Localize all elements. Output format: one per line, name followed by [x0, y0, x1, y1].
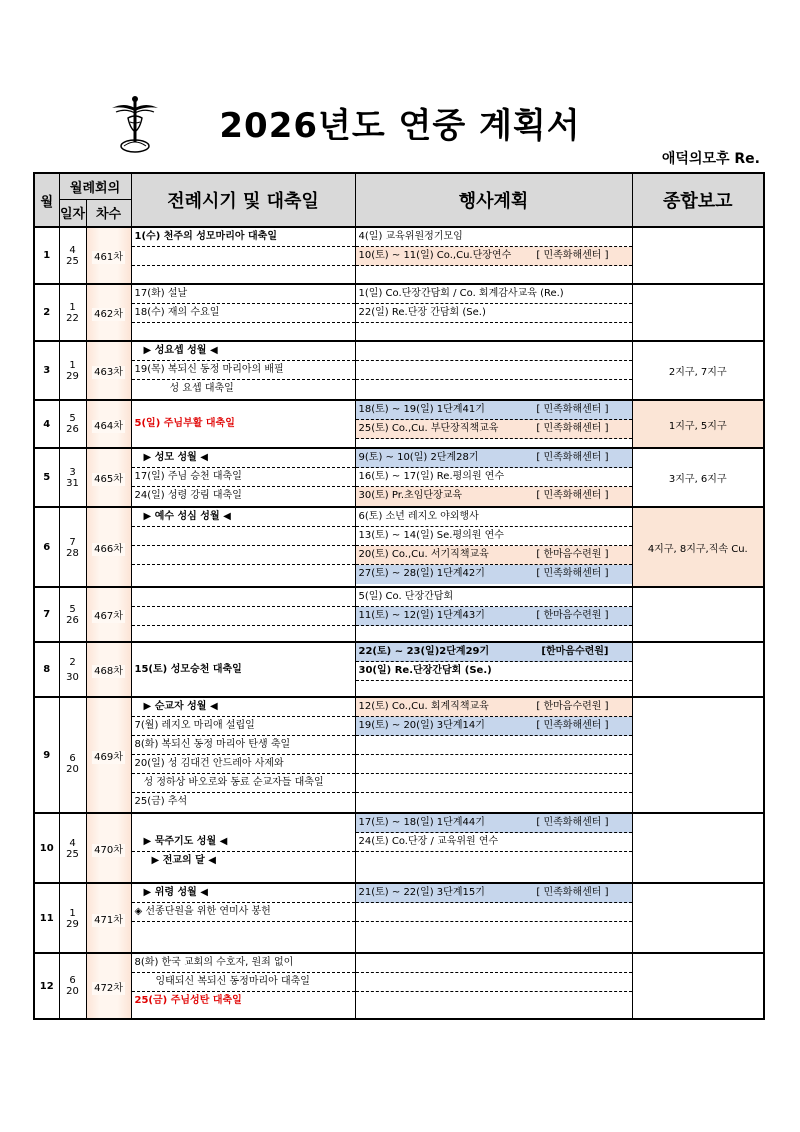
event-item: 11(토) ~ 12(일) 1단계43기	[358, 610, 485, 621]
meeting-day: 29	[66, 919, 79, 930]
event-item: 6(토) 소년 레지오 야외행사	[356, 508, 632, 527]
month-number: 10	[34, 813, 59, 883]
event-location: [ 민족화해센터 ]	[536, 568, 609, 579]
liturgy-item: 20(일) 성 김대건 안드레아 사제와	[132, 755, 355, 774]
event-item: 22(일) Re.단장 간담회 (Se.)	[356, 304, 632, 323]
event-item: 18(토) ~ 19(일) 1단계41기	[358, 404, 485, 415]
meeting-day: 1	[69, 359, 76, 371]
report-districts: 4지구, 8지구,직속 Cu.	[632, 507, 764, 587]
event-location: [ 민족화해센터 ]	[536, 817, 609, 828]
month-number: 4	[34, 400, 59, 448]
event-item	[356, 774, 632, 793]
event-item: 5(일) Co. 단장간담회	[356, 588, 632, 607]
session-number: 469차	[94, 751, 123, 763]
month-row	[34, 953, 764, 1019]
event-item	[356, 973, 632, 992]
liturgy-item: 19(목) 복되신 동정 마리아의 배필	[132, 361, 355, 380]
liturgy-item: 25(금) 추석	[134, 796, 188, 807]
report-districts	[632, 883, 764, 953]
liturgy-item: 8(화) 한국 교회의 수호자, 원죄 없이	[132, 954, 355, 973]
month-number: 9	[34, 697, 59, 813]
header-session: 차수	[86, 199, 131, 227]
event-item	[356, 793, 632, 812]
month-number: 2	[34, 284, 59, 341]
meeting-day: 25	[66, 849, 79, 860]
month-number: 8	[34, 642, 59, 697]
event-item	[356, 755, 632, 774]
meeting-day: 7	[69, 537, 76, 548]
meeting-day: 4	[69, 244, 76, 256]
report-districts	[632, 642, 764, 697]
liturgy-item: 25(금) 주님성탄 대축일	[134, 995, 242, 1006]
report-districts	[632, 697, 764, 813]
month-row	[34, 587, 764, 642]
liturgy-item: 5(일) 주님부활 대축일	[134, 418, 235, 429]
event-location: [ 한마음수련원 ]	[536, 610, 609, 621]
month-row	[34, 448, 764, 507]
month-row	[34, 284, 764, 341]
report-districts	[632, 227, 764, 284]
meeting-day: 2	[69, 656, 76, 668]
header-liturgy: 전례시기 및 대축일	[131, 173, 355, 227]
liturgy-item: 성 요셉 대축일	[169, 383, 234, 394]
session-number: 470차	[94, 844, 123, 856]
header-month: 월	[34, 173, 59, 227]
month-row	[34, 227, 764, 284]
report-districts	[632, 813, 764, 883]
liturgy-item: ▶ 전교의 달 ◀	[151, 855, 216, 866]
liturgy-item: ▶ 성요셉 성월 ◀	[132, 342, 355, 361]
liturgy-item: ▶ 위령 성월 ◀	[132, 884, 355, 903]
annual-plan-table	[33, 172, 765, 1020]
event-location: [ 민족화해센터 ]	[536, 250, 609, 261]
liturgy-item: 8(화) 복되신 동정 마리아 탄생 축일	[132, 736, 355, 755]
session-number: 472차	[94, 982, 123, 994]
month-number: 6	[34, 507, 59, 587]
liturgy-item: 7(월) 레지오 마리애 설립일	[132, 717, 355, 736]
report-districts: 3지구, 6지구	[632, 448, 764, 507]
liturgy-item: 성 정하상 바오로와 동료 순교자들 대축일	[132, 774, 355, 793]
event-item	[356, 852, 632, 871]
session-number: 461차	[94, 252, 123, 263]
event-location: [ 민족화해센터 ]	[536, 887, 609, 898]
session-number: 467차	[94, 611, 123, 622]
event-location: [ 민족화해센터 ]	[536, 404, 609, 415]
event-item: 30(일) Re.단장간담회 (Se.)	[356, 662, 632, 681]
header-meeting: 월례회의	[59, 173, 131, 199]
event-item: 12(토) Co.,Cu. 회계직책교육	[358, 701, 489, 712]
event-location: [한마음수련원]	[541, 646, 609, 657]
event-item	[356, 903, 632, 922]
meeting-day: 20	[66, 985, 79, 997]
meeting-day: 4	[69, 838, 76, 849]
month-number: 5	[34, 448, 59, 507]
liturgy-item: 17(일) 주님 승천 대축일	[132, 468, 355, 487]
organization-name: 애덕의모후 Re.	[661, 151, 760, 167]
liturgy-item: ▶ 예수 성심 성월 ◀	[132, 508, 355, 527]
event-item	[356, 992, 632, 1011]
header-report: 종합보고	[632, 173, 764, 227]
event-item	[356, 342, 632, 361]
event-item	[356, 954, 632, 973]
report-districts: 1지구, 5지구	[632, 400, 764, 448]
meeting-day: 29	[66, 370, 79, 382]
meeting-day: 26	[66, 424, 79, 435]
month-number: 3	[34, 341, 59, 400]
meeting-day: 5	[69, 603, 76, 615]
report-districts: 2지구, 7지구	[632, 341, 764, 400]
month-number: 7	[34, 587, 59, 642]
event-item: 30(토) Pr.초임단장교육	[358, 490, 463, 501]
report-districts	[632, 587, 764, 642]
month-row	[34, 507, 764, 587]
session-number: 462차	[94, 309, 123, 320]
event-item	[356, 361, 632, 380]
liturgy-item: 18(수) 재의 수요일	[132, 304, 355, 323]
month-row	[34, 813, 764, 883]
meeting-day: 6	[69, 974, 76, 986]
event-item: 21(토) ~ 22(일) 3단계15기	[358, 887, 485, 898]
month-number: 1	[34, 227, 59, 284]
liturgy-item: 잉태되신 복되신 동정마리아 대축일	[132, 973, 355, 992]
month-row	[34, 697, 764, 813]
event-item	[356, 736, 632, 755]
meeting-day: 28	[66, 548, 79, 559]
event-item: 16(토) ~ 17(일) Re.평의원 연수	[356, 468, 632, 487]
liturgy-item: ◈ 선종단원을 위한 연미사 봉헌	[132, 903, 355, 922]
event-item: 4(일) 교육위원정기모임	[356, 228, 632, 247]
meeting-day: 5	[69, 413, 76, 424]
event-item: 27(토) ~ 28(일) 1단계42기	[358, 568, 485, 579]
liturgy-item: 17(화) 설날	[132, 285, 355, 304]
meeting-day: 25	[66, 255, 79, 267]
liturgy-item: ▶ 순교자 성월 ◀	[132, 698, 355, 717]
meeting-day: 30	[66, 671, 79, 683]
session-number: 466차	[94, 543, 123, 555]
meeting-day: 26	[66, 614, 79, 626]
meeting-day: 22	[66, 312, 79, 324]
meeting-day: 31	[66, 477, 79, 489]
session-number: 463차	[94, 367, 123, 378]
event-item: 22(토) ~ 23(일)2단계29기	[358, 646, 490, 657]
event-item: 9(토) ~ 10(일) 2단계28기	[358, 452, 479, 463]
event-location: [ 한마음수련원 ]	[536, 701, 609, 712]
session-number: 471차	[94, 914, 123, 926]
month-number: 11	[34, 883, 59, 953]
meeting-day: 20	[66, 764, 79, 775]
liturgy-item	[132, 247, 355, 266]
liturgy-item: 24(일) 성령 강림 대축일	[134, 490, 242, 501]
report-districts	[632, 284, 764, 341]
header-events: 행사계획	[355, 173, 632, 227]
report-districts	[632, 953, 764, 1019]
liturgy-item: 1(수) 천주의 성모마리아 대축일	[132, 228, 355, 247]
session-number: 468차	[94, 666, 123, 677]
event-item: 20(토) Co.,Cu. 서기직책교육	[358, 549, 489, 560]
event-item: 19(토) ~ 20(일) 3단계14기	[358, 720, 485, 731]
event-item: 10(토) ~ 11(일) Co.,Cu.단장연수	[358, 250, 512, 261]
month-number: 12	[34, 953, 59, 1019]
event-location: [ 한마음수련원 ]	[536, 549, 609, 560]
event-item	[356, 922, 632, 941]
meeting-day: 1	[69, 908, 76, 919]
session-number: 465차	[94, 474, 123, 485]
event-item: 13(토) ~ 14(일) Se.평의원 연수	[356, 527, 632, 546]
event-item	[356, 380, 632, 399]
session-number: 464차	[94, 420, 123, 432]
header-day: 일자	[59, 199, 86, 227]
event-item: 1(일) Co.단장간담회 / Co. 회계감사교육 (Re.)	[356, 285, 632, 304]
page-title: 2026년도 연중 계획서	[219, 106, 581, 146]
liturgy-item: ▶ 묵주기도 성월 ◀	[132, 833, 355, 852]
month-row	[34, 341, 764, 400]
event-item: 25(토) Co.,Cu. 부단장직책교육	[358, 423, 499, 434]
meeting-day: 6	[69, 753, 76, 764]
liturgy-item: 15(토) 성모승천 대축일	[134, 664, 242, 675]
liturgy-item: ▶ 성모 성월 ◀	[132, 449, 355, 468]
month-row	[34, 642, 764, 697]
event-location: [ 민족화해센터 ]	[536, 452, 609, 463]
liturgy-item	[132, 607, 355, 626]
month-row	[34, 400, 764, 448]
meeting-day: 3	[69, 466, 76, 478]
event-location: [ 민족화해센터 ]	[536, 720, 609, 731]
event-location: [ 민족화해센터 ]	[536, 423, 609, 434]
event-item: 24(토) Co.단장 / 교육위원 연수	[356, 833, 632, 852]
event-location: [ 민족화해센터 ]	[536, 490, 609, 501]
event-item: 17(토) ~ 18(일) 1단계44기	[358, 817, 485, 828]
meeting-day: 1	[69, 301, 76, 313]
month-row	[34, 883, 764, 953]
